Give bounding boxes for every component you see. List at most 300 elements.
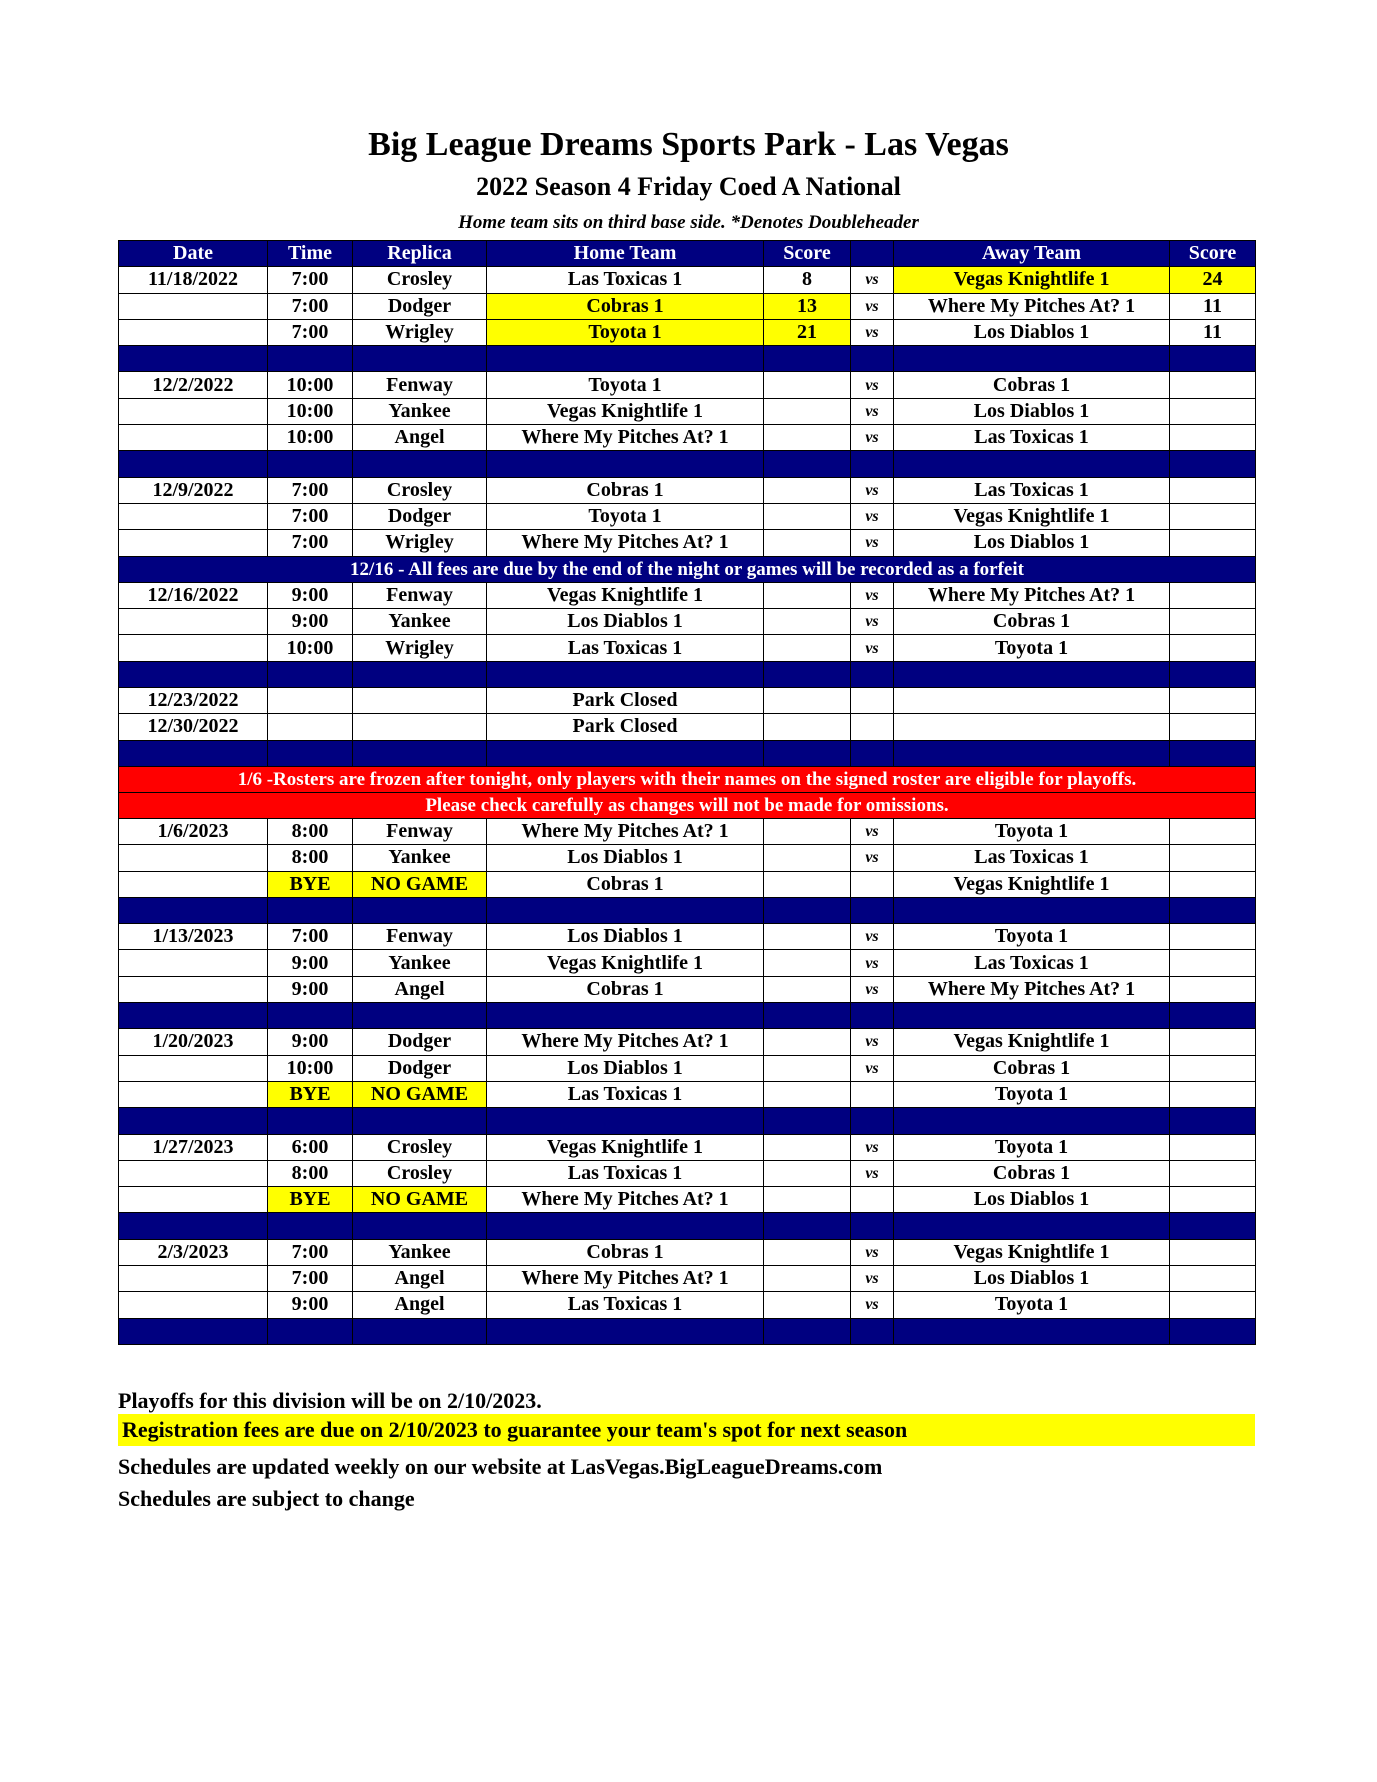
home-score-cell [764,1265,851,1291]
separator-cell [353,1318,487,1344]
vs-cell: vs [851,425,894,451]
time-cell: 7:00 [268,1265,353,1291]
away-score-cell [1170,530,1256,556]
away-score-cell [1170,976,1256,1002]
column-header-away-team: Away Team [894,241,1170,267]
vs-cell [851,688,894,714]
home-score-cell [764,714,851,740]
time-cell: 10:00 [268,398,353,424]
replica-cell: Crosley [353,1134,487,1160]
away-team-cell: Cobras 1 [894,372,1170,398]
time-cell: 7:00 [268,503,353,529]
home-score-cell [764,609,851,635]
home-team-cell: Where My Pitches At? 1 [487,425,764,451]
date-cell [119,950,268,976]
separator-cell [268,897,353,923]
separator-row [119,1318,1256,1344]
separator-cell [119,740,268,766]
time-cell: 10:00 [268,425,353,451]
away-score-cell [1170,372,1256,398]
home-team-cell: Toyota 1 [487,372,764,398]
vs-cell: vs [851,976,894,1002]
home-score-cell [764,688,851,714]
vs-cell [851,714,894,740]
away-score-cell [1170,1265,1256,1291]
date-cell [119,503,268,529]
vs-cell: vs [851,267,894,293]
home-score-cell [764,425,851,451]
away-score-cell [1170,818,1256,844]
column-header-away-score: Score [1170,241,1256,267]
column-header-home-team: Home Team [487,241,764,267]
game-row [119,319,1256,345]
separator-cell [268,1108,353,1134]
vs-cell: vs [851,950,894,976]
home-score-cell [764,1239,851,1265]
game-row [119,477,1256,503]
vs-cell: vs [851,1029,894,1055]
away-score-cell [1170,1029,1256,1055]
replica-cell: Fenway [353,582,487,608]
footer-playoffs: Playoffs for this division will be on 2/10/2023. [118,1388,542,1413]
home-team-cell: Vegas Knightlife 1 [487,1134,764,1160]
time-cell: 9:00 [268,950,353,976]
page-title: Big League Dreams Sports Park - Las Vegas [368,126,1009,163]
separator-cell [1170,1213,1256,1239]
home-team-cell: Las Toxicas 1 [487,1292,764,1318]
away-team-cell: Vegas Knightlife 1 [894,1239,1170,1265]
column-header-home-score: Score [764,241,851,267]
away-team-cell: Cobras 1 [894,1055,1170,1081]
replica-cell: Dodger [353,503,487,529]
separator-row [119,740,1256,766]
replica-cell: Yankee [353,398,487,424]
separator-cell [119,661,268,687]
separator-cell [1170,1003,1256,1029]
separator-cell [119,1003,268,1029]
home-team-cell: Park Closed [487,714,764,740]
replica-cell: Fenway [353,818,487,844]
separator-row [119,1003,1256,1029]
replica-cell: Angel [353,1292,487,1318]
separator-cell [851,451,894,477]
date-cell [119,319,268,345]
replica-cell [353,714,487,740]
date-cell [119,1055,268,1081]
separator-cell [353,346,487,372]
time-cell: BYE [268,871,353,897]
date-cell [119,398,268,424]
away-team-cell: Vegas Knightlife 1 [894,1029,1170,1055]
home-team-cell: Park Closed [487,688,764,714]
time-cell: 9:00 [268,1029,353,1055]
home-score-cell: 8 [764,267,851,293]
game-row [119,293,1256,319]
separator-cell [894,1108,1170,1134]
separator-cell [851,897,894,923]
time-cell: 7:00 [268,319,353,345]
table-header-row [119,241,1256,267]
vs-cell: vs [851,1160,894,1186]
away-score-cell [1170,1187,1256,1213]
home-score-cell [764,398,851,424]
game-row [119,635,1256,661]
away-score-cell [1170,688,1256,714]
date-cell: 12/16/2022 [119,582,268,608]
away-team-cell: Las Toxicas 1 [894,950,1170,976]
replica-cell: Crosley [353,267,487,293]
replica-cell: Angel [353,425,487,451]
away-score-cell [1170,1055,1256,1081]
vs-cell: vs [851,503,894,529]
alert-text: 1/6 -Rosters are frozen after tonight, only players with their names on the signed roster are eligible for playoffs. [119,766,1256,792]
home-score-cell [764,372,851,398]
home-score-cell [764,950,851,976]
separator-cell [764,1108,851,1134]
away-score-cell [1170,477,1256,503]
separator-cell [119,1318,268,1344]
separator-cell [1170,346,1256,372]
away-team-cell: Los Diablos 1 [894,530,1170,556]
separator-cell [851,661,894,687]
home-team-cell: Where My Pitches At? 1 [487,1187,764,1213]
away-team-cell: Where My Pitches At? 1 [894,293,1170,319]
home-team-cell: Vegas Knightlife 1 [487,398,764,424]
game-row [119,1239,1256,1265]
time-cell: 10:00 [268,1055,353,1081]
separator-cell [487,1003,764,1029]
away-score-cell [1170,503,1256,529]
replica-cell: NO GAME [353,871,487,897]
time-cell: BYE [268,1081,353,1107]
replica-cell: Crosley [353,1160,487,1186]
separator-cell [487,1108,764,1134]
game-row [119,530,1256,556]
separator-cell [353,1003,487,1029]
game-row [119,1055,1256,1081]
replica-cell: Fenway [353,924,487,950]
vs-cell: vs [851,582,894,608]
vs-cell: vs [851,1239,894,1265]
away-team-cell: Los Diablos 1 [894,1265,1170,1291]
home-team-cell: Cobras 1 [487,976,764,1002]
away-team-cell: Where My Pitches At? 1 [894,976,1170,1002]
away-team-cell: Where My Pitches At? 1 [894,582,1170,608]
away-score-cell [1170,1081,1256,1107]
separator-cell [764,1003,851,1029]
game-row [119,372,1256,398]
separator-cell [1170,1318,1256,1344]
time-cell: BYE [268,1187,353,1213]
separator-cell [764,897,851,923]
replica-cell: Yankee [353,609,487,635]
vs-cell: vs [851,398,894,424]
separator-cell [268,661,353,687]
home-score-cell [764,1187,851,1213]
vs-cell [851,1081,894,1107]
column-header-vs [851,241,894,267]
game-row [119,425,1256,451]
away-team-cell: Toyota 1 [894,1292,1170,1318]
game-row [119,1187,1256,1213]
notice-text: 12/16 - All fees are due by the end of the night or games will be recorded as a forfeit [119,556,1256,582]
separator-cell [119,1213,268,1239]
replica-cell: Crosley [353,477,487,503]
home-score-cell [764,1160,851,1186]
date-cell [119,530,268,556]
separator-cell [851,1318,894,1344]
home-team-cell: Los Diablos 1 [487,609,764,635]
away-score-cell [1170,635,1256,661]
game-row [119,688,1256,714]
date-cell: 12/2/2022 [119,372,268,398]
home-team-cell: Los Diablos 1 [487,845,764,871]
home-team-cell: Las Toxicas 1 [487,635,764,661]
time-cell: 7:00 [268,1239,353,1265]
separator-cell [353,1213,487,1239]
replica-cell: Wrigley [353,530,487,556]
separator-cell [268,1213,353,1239]
date-cell: 1/20/2023 [119,1029,268,1055]
home-score-cell: 21 [764,319,851,345]
date-cell [119,845,268,871]
time-cell: 7:00 [268,267,353,293]
game-row [119,503,1256,529]
vs-cell: vs [851,818,894,844]
date-cell [119,871,268,897]
separator-cell [353,740,487,766]
separator-cell [268,1003,353,1029]
page-note: Home team sits on third base side. *Denotes Doubleheader [458,212,919,233]
separator-cell [487,1213,764,1239]
replica-cell: Wrigley [353,635,487,661]
date-cell [119,293,268,319]
date-cell: 12/30/2022 [119,714,268,740]
vs-cell: vs [851,924,894,950]
game-row [119,871,1256,897]
away-score-cell [1170,582,1256,608]
game-row [119,714,1256,740]
replica-cell: NO GAME [353,1187,487,1213]
time-cell: 8:00 [268,818,353,844]
footer-registration: Registration fees are due on 2/10/2023 to guarantee your team's spot for next season [118,1414,1255,1446]
separator-cell [1170,740,1256,766]
separator-cell [268,451,353,477]
separator-cell [268,740,353,766]
home-score-cell [764,1134,851,1160]
separator-cell [894,1213,1170,1239]
separator-cell [894,1318,1170,1344]
separator-cell [487,1318,764,1344]
away-team-cell: Las Toxicas 1 [894,477,1170,503]
time-cell [268,714,353,740]
separator-cell [119,451,268,477]
away-team-cell: Vegas Knightlife 1 [894,503,1170,529]
game-row [119,845,1256,871]
separator-cell [851,1108,894,1134]
replica-cell: Fenway [353,372,487,398]
game-row [119,976,1256,1002]
away-team-cell: Los Diablos 1 [894,398,1170,424]
separator-row [119,1108,1256,1134]
replica-cell: Dodger [353,293,487,319]
separator-cell [487,346,764,372]
vs-cell: vs [851,845,894,871]
date-cell: 1/13/2023 [119,924,268,950]
replica-cell: Wrigley [353,319,487,345]
column-header-time: Time [268,241,353,267]
separator-row [119,897,1256,923]
separator-cell [894,451,1170,477]
home-score-cell [764,1029,851,1055]
replica-cell [353,688,487,714]
away-score-cell [1170,1134,1256,1160]
home-team-cell: Los Diablos 1 [487,924,764,950]
vs-cell: vs [851,635,894,661]
alert-text: Please check carefully as changes will not be made for omissions. [119,792,1256,818]
vs-cell: vs [851,609,894,635]
page-subtitle: 2022 Season 4 Friday Coed A National [476,172,901,201]
time-cell: 9:00 [268,582,353,608]
away-score-cell [1170,1239,1256,1265]
vs-cell [851,871,894,897]
home-score-cell [764,635,851,661]
game-row [119,1160,1256,1186]
separator-cell [1170,661,1256,687]
separator-cell [894,1003,1170,1029]
home-team-cell: Vegas Knightlife 1 [487,950,764,976]
alert-row [119,766,1256,792]
vs-cell: vs [851,372,894,398]
separator-cell [487,897,764,923]
separator-cell [1170,897,1256,923]
date-cell [119,976,268,1002]
date-cell [119,425,268,451]
date-cell [119,635,268,661]
away-score-cell [1170,924,1256,950]
separator-row [119,661,1256,687]
date-cell: 2/3/2023 [119,1239,268,1265]
replica-cell: Dodger [353,1029,487,1055]
vs-cell: vs [851,319,894,345]
game-row [119,398,1256,424]
away-score-cell [1170,1160,1256,1186]
home-team-cell: Toyota 1 [487,503,764,529]
separator-cell [894,740,1170,766]
time-cell: 8:00 [268,1160,353,1186]
separator-cell [764,1318,851,1344]
home-team-cell: Las Toxicas 1 [487,1160,764,1186]
replica-cell: NO GAME [353,1081,487,1107]
home-team-cell: Where My Pitches At? 1 [487,1029,764,1055]
home-team-cell: Where My Pitches At? 1 [487,818,764,844]
away-team-cell: Toyota 1 [894,818,1170,844]
replica-cell: Yankee [353,950,487,976]
home-score-cell [764,924,851,950]
date-cell: 11/18/2022 [119,267,268,293]
time-cell [268,688,353,714]
away-team-cell [894,714,1170,740]
home-score-cell [764,845,851,871]
away-team-cell: Vegas Knightlife 1 [894,267,1170,293]
separator-cell [353,1108,487,1134]
away-score-cell [1170,714,1256,740]
away-score-cell [1170,871,1256,897]
home-team-cell: Cobras 1 [487,1239,764,1265]
away-team-cell: Toyota 1 [894,1081,1170,1107]
home-team-cell: Toyota 1 [487,319,764,345]
replica-cell: Angel [353,976,487,1002]
time-cell: 7:00 [268,530,353,556]
away-score-cell: 24 [1170,267,1256,293]
separator-cell [268,346,353,372]
replica-cell: Angel [353,1265,487,1291]
game-row [119,924,1256,950]
away-team-cell: Cobras 1 [894,609,1170,635]
separator-cell [894,897,1170,923]
separator-cell [764,346,851,372]
home-team-cell: Los Diablos 1 [487,1055,764,1081]
separator-cell [764,1213,851,1239]
away-team-cell: Cobras 1 [894,1160,1170,1186]
vs-cell: vs [851,293,894,319]
game-row [119,582,1256,608]
separator-cell [353,897,487,923]
home-team-cell: Where My Pitches At? 1 [487,1265,764,1291]
replica-cell: Dodger [353,1055,487,1081]
away-team-cell: Las Toxicas 1 [894,845,1170,871]
away-team-cell: Toyota 1 [894,635,1170,661]
away-team-cell: Toyota 1 [894,924,1170,950]
separator-cell [851,740,894,766]
time-cell: 9:00 [268,1292,353,1318]
separator-cell [894,661,1170,687]
home-score-cell [764,582,851,608]
away-team-cell [894,688,1170,714]
date-cell: 1/6/2023 [119,818,268,844]
time-cell: 7:00 [268,293,353,319]
home-score-cell [764,976,851,1002]
away-team-cell: Vegas Knightlife 1 [894,871,1170,897]
vs-cell: vs [851,1265,894,1291]
date-cell [119,609,268,635]
separator-cell [1170,1108,1256,1134]
home-team-cell: Cobras 1 [487,477,764,503]
schedule-table [118,240,1256,1345]
away-score-cell [1170,425,1256,451]
notice-row [119,556,1256,582]
game-row [119,1265,1256,1291]
home-score-cell [764,477,851,503]
replica-cell: Yankee [353,845,487,871]
away-score-cell [1170,950,1256,976]
home-team-cell: Vegas Knightlife 1 [487,582,764,608]
date-cell [119,1081,268,1107]
date-cell: 12/9/2022 [119,477,268,503]
game-row [119,818,1256,844]
home-score-cell [764,1081,851,1107]
separator-cell [764,451,851,477]
game-row [119,1134,1256,1160]
separator-cell [1170,451,1256,477]
home-score-cell [764,1292,851,1318]
vs-cell: vs [851,1292,894,1318]
game-row [119,1292,1256,1318]
away-score-cell [1170,1292,1256,1318]
away-team-cell: Los Diablos 1 [894,319,1170,345]
separator-cell [851,1003,894,1029]
date-cell: 12/23/2022 [119,688,268,714]
